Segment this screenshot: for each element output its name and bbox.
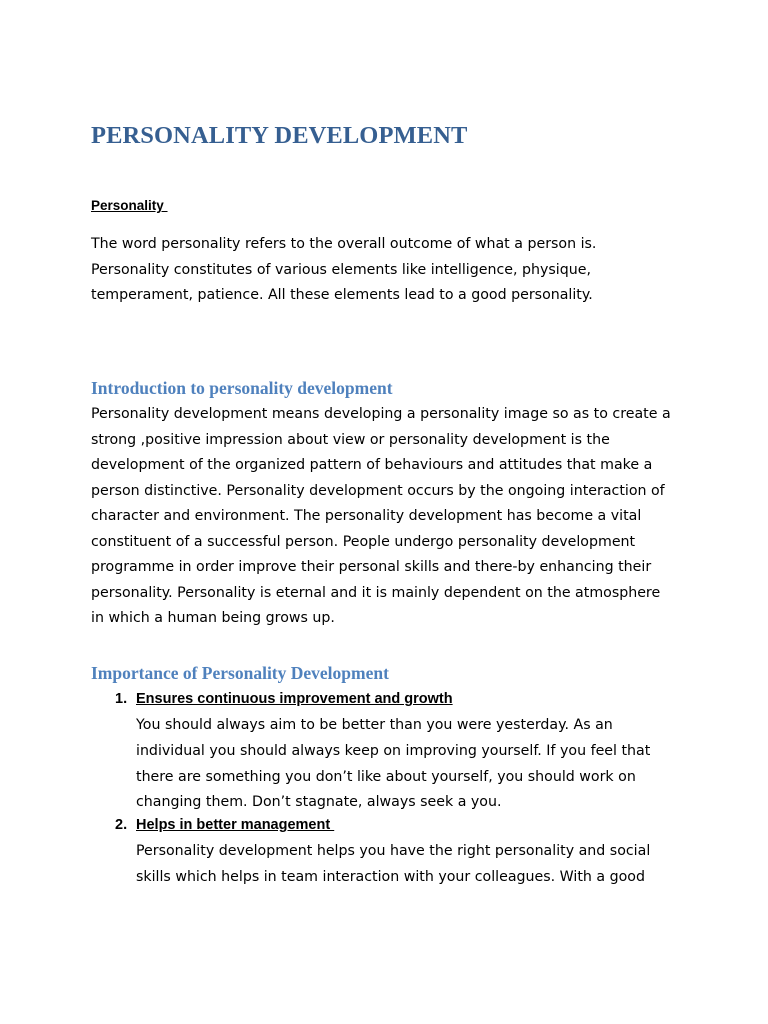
text-line: You should always aim to be better than you were yesterday. As an <box>136 717 613 733</box>
text-line: constituent of a successful person. People undergo personality development <box>91 533 636 550</box>
text-line: individual you should always keep on improving yourself. If you feel that <box>136 742 651 759</box>
document-title: PERSONALITY DEVELOPMENT <box>91 122 468 149</box>
text-line: strong ,positive impression about view or personality development is the <box>91 431 610 448</box>
personality-paragraph <box>91 232 596 309</box>
list-item-body <box>136 839 650 891</box>
text-line: Personality development means developing a personality image so as to create a <box>91 406 671 422</box>
text-line: skills which helps in team interaction with your colleagues. With a good <box>136 868 645 885</box>
intro-paragraph <box>91 402 671 632</box>
list-number: 2. <box>115 817 128 833</box>
text-line: character and environment. The personality development has become a vital <box>91 508 642 524</box>
list-number: 1. <box>115 691 128 707</box>
text-line: in which a human being grows up. <box>91 610 335 626</box>
text-line: temperament, patience. All these elements lead to a good personality. <box>91 287 593 303</box>
text-line: Personality development helps you have the right personality and social <box>136 843 651 859</box>
text-line: development of the organized pattern of behaviours and attitudes that make a <box>91 457 653 473</box>
intro-heading: Introduction to personality development <box>91 378 393 398</box>
list-item-title: Ensures continuous improvement and growth <box>136 691 453 707</box>
text-line: person distinctive. Personality development occurs by the ongoing interaction of <box>91 482 665 499</box>
text-line: The word personality refers to the overall outcome of what a person is. <box>91 236 597 252</box>
text-line: programme in order improve their personal skills and there-by enhancing their <box>91 559 652 575</box>
text-line: Personality constitutes of various elements like intelligence, physique, <box>91 261 591 278</box>
text-line: changing them. Don’t stagnate, always seek a you. <box>136 794 502 811</box>
personality-heading: Personality <box>91 198 168 213</box>
text-line: personality. Personality is eternal and it is mainly dependent on the atmosphere <box>91 584 661 601</box>
text-line: there are something you don’t like about yourself, you should work on <box>136 768 636 785</box>
importance-heading: Importance of Personality Development <box>91 663 389 683</box>
list-item-title: Helps in better management <box>136 817 335 833</box>
list-item-body <box>136 713 650 816</box>
